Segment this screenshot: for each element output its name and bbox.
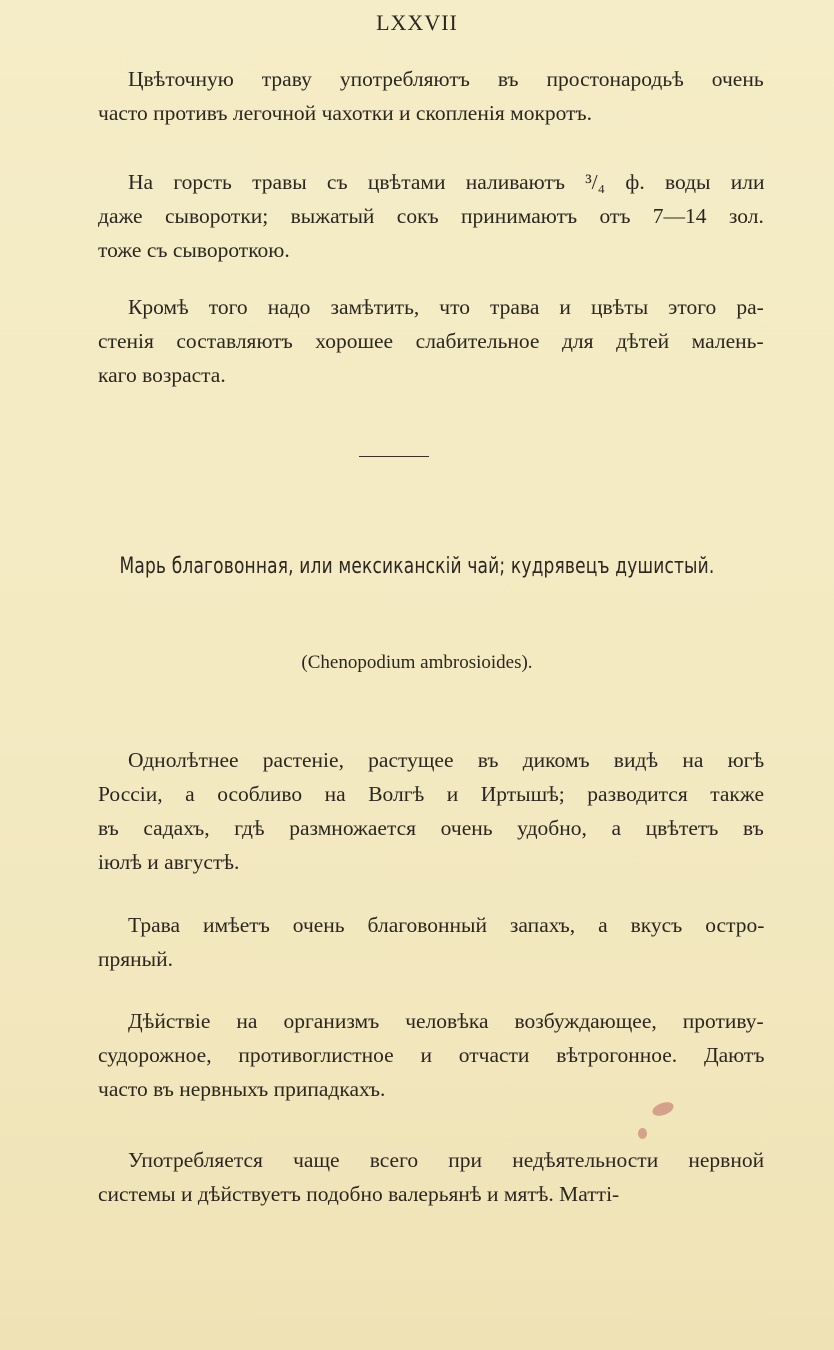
text-line: Употребляется чаще всего при недѣятельности нервной: [128, 1148, 765, 1172]
section-divider: [359, 456, 429, 457]
text-line: часто противъ легочной чахотки и скопленія мокротъ.: [98, 101, 592, 125]
paragraph-action: [98, 1004, 764, 1106]
text-line: пряный.: [98, 947, 173, 971]
text-line: даже сыворотки; выжатый сокъ принимаютъ отъ 7—14 зол.: [98, 204, 764, 228]
paragraph-habitat: [98, 743, 764, 879]
text-line: На горсть травы съ цвѣтами наливаютъ ³/₄ ф. воды или: [128, 170, 765, 194]
paragraph-aroma: [98, 908, 764, 976]
text-line: каго возраста.: [98, 363, 226, 387]
text-line: Россіи, а особливо на Волгѣ и Иртышѣ; разводится также: [98, 782, 764, 806]
latin-name: (Chenopodium ambrosioides).: [301, 652, 533, 673]
paragraph-laxative: [98, 290, 764, 392]
paper-stain: [638, 1128, 647, 1139]
paragraph-dosage: [98, 165, 764, 267]
text-line: Дѣйствіе на организмъ человѣка возбуждающее, противу-: [128, 1009, 764, 1033]
text-line: Трава имѣетъ очень благовонный запахъ, а вкусъ остро-: [128, 913, 765, 937]
text-line: стенія составляютъ хорошее слабительное для дѣтей малень-: [98, 329, 764, 353]
text-line: Однолѣтнее растеніе, растущее въ дикомъ видѣ на югѣ: [128, 748, 765, 772]
text-line: іюлѣ и августѣ.: [98, 850, 240, 874]
text-line: часто въ нервныхъ припадкахъ.: [98, 1077, 386, 1101]
paragraph-uses: [98, 62, 764, 130]
paragraph-usage: [98, 1143, 764, 1211]
text-line: тоже съ сывороткою.: [98, 238, 290, 262]
text-line: Кромѣ того надо замѣтить, что трава и цвѣты этого ра-: [128, 295, 764, 319]
text-line: Цвѣточную траву употребляютъ въ простонародьѣ очень: [128, 67, 764, 91]
plant-heading: Марь благовонная, или мексиканскій чай; кудрявецъ душистый.: [119, 554, 715, 579]
page-number: LXXVII: [376, 10, 458, 35]
text-line: въ садахъ, гдѣ размножается очень удобно, а цвѣтетъ въ: [98, 816, 764, 840]
text-line: судорожное, противоглистное и отчасти вѣтрогонное. Даютъ: [98, 1043, 765, 1067]
text-line: системы и дѣйствуетъ подобно валерьянѣ и мятѣ. Матті-: [98, 1182, 620, 1206]
